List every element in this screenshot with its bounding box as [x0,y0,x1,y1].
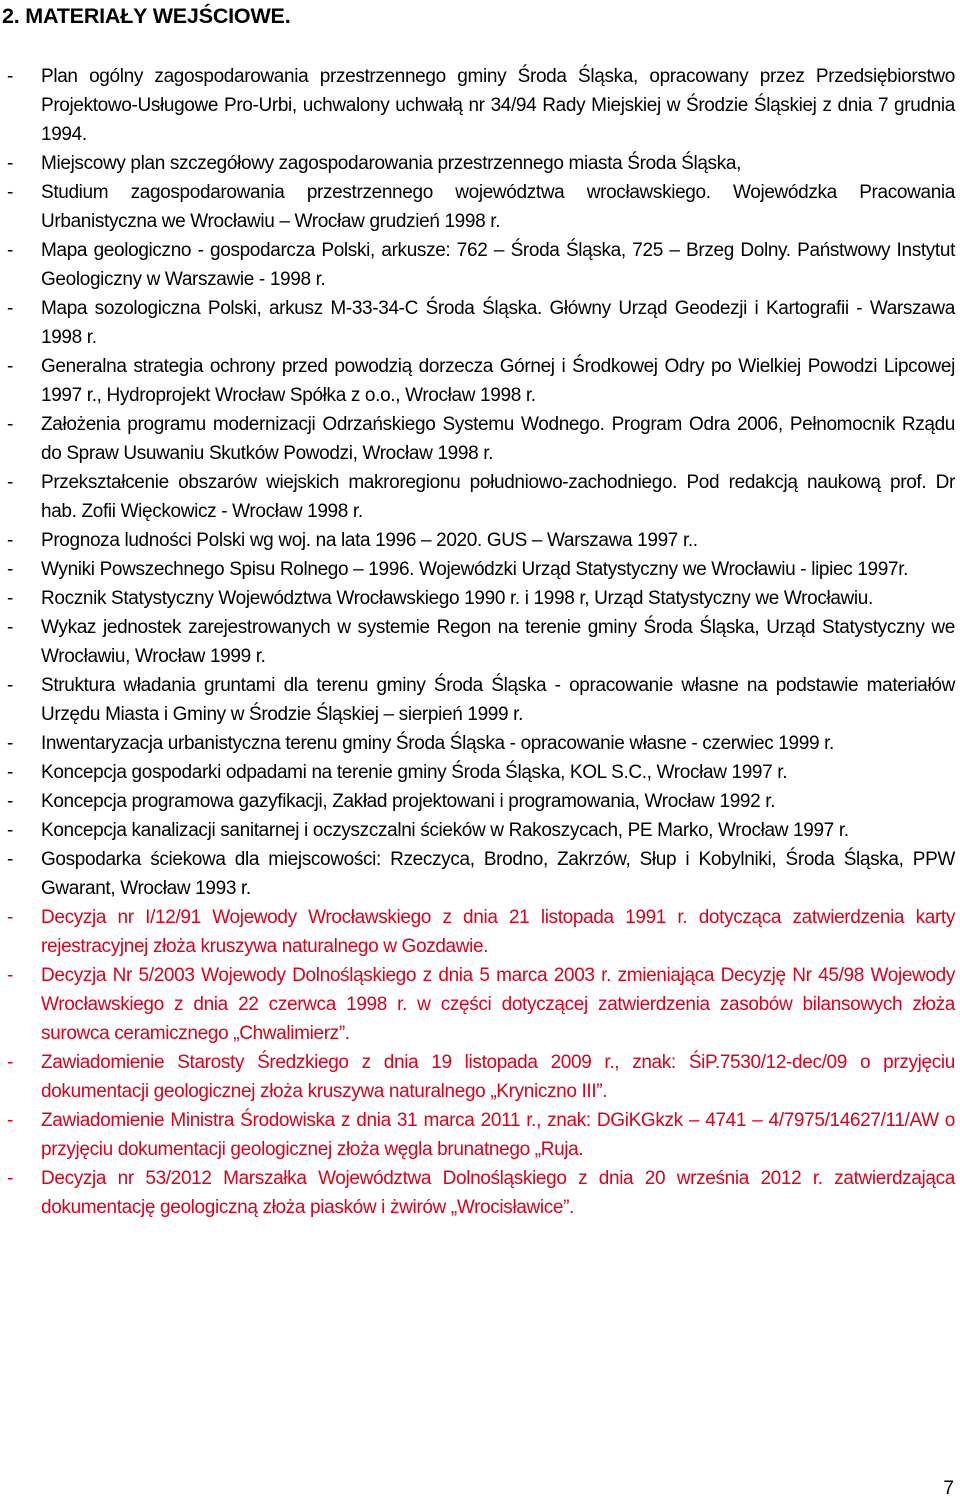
list-item-text: Mapa geologiczno - gospodarcza Polski, arkusze: 762 – Środa Śląska, 725 – Brzeg Dolny. Państwowy Instytut Geologiczny w Warszawie - 1998 r. [41,240,955,290]
list-bullet-dash: - [7,588,14,609]
list-item [0,903,960,961]
list-item [0,236,960,294]
list-item [0,178,960,236]
list-item [0,584,960,613]
list-item-text: Koncepcja kanalizacji sanitarnej i oczyszczalni ścieków w Rakoszycach, PE Marko, Wrocław 1997 r. [41,820,849,841]
section-heading: 2. MATERIAŁY WEJŚCIOWE. [2,4,291,28]
list-bullet-dash: - [7,907,14,928]
list-bullet-dash: - [7,153,14,174]
list-item [0,816,960,845]
list-item [0,62,960,149]
list-bullet-dash: - [7,530,14,551]
list-item-text: Koncepcja gospodarki odpadami na terenie gminy Środa Śląska, KOL S.C., Wrocław 1997 r. [41,762,788,783]
list-item [0,961,960,1048]
list-bullet-dash: - [7,849,14,870]
list-item-text: Plan ogólny zagospodarowania przestrzennego gminy Środa Śląska, opracowany przez Przedsiębiorstwo Projektowo-Usługowe Pro-Urbi, uchwalony uchwałą nr 34/94 Rady Miejskiej w Środzie Śląskiej z dnia 7 grudnia 1994. [41,66,955,145]
list-item [0,1048,960,1106]
list-item [0,1106,960,1164]
list-item-text: Decyzja nr 53/2012 Marszałka Województwa Dolnośląskiego z dnia 20 września 2012 r. zatwierdzająca dokumentację geologiczną złoża piasków i żwirów „Wrocisławice”. [41,1168,955,1218]
list-item-text: Generalna strategia ochrony przed powodzią dorzecza Górnej i Środkowej Odry po Wielkiej Powodzi Lipcowej 1997 r., Hydroprojekt Wrocław Spółka z o.o., Wrocław 1998 r. [41,356,955,406]
list-item [0,1164,960,1222]
list-bullet-dash: - [7,1110,14,1131]
list-bullet-dash: - [7,791,14,812]
list-item-text: Zawiadomienie Starosty Średzkiego z dnia 19 listopada 2009 r., znak: ŚiP.7530/12-dec/09 o przyjęciu dokumentacji geologicznej złoża kruszywa naturalnego „Kryniczno III”. [41,1052,955,1102]
list-item-text: Inwentaryzacja urbanistyczna terenu gminy Środa Śląska - opracowanie własne - czerwiec 1999 r. [41,733,834,754]
list-item [0,671,960,729]
list-item [0,845,960,903]
list-bullet-dash: - [7,675,14,696]
list-item-text: Zawiadomienie Ministra Środowiska z dnia 31 marca 2011 r., znak: DGiKGkzk – 4741 – 4/7975/14627/11/AW o przyjęciu dokumentacji geologicznej złoża węgla brunatnego „Ruja. [41,1110,955,1160]
list-item-text: Wyniki Powszechnego Spisu Rolnego – 1996. Wojewódzki Urząd Statystyczny we Wrocławiu - lipiec 1997r. [41,559,909,580]
list-item-text: Koncepcja programowa gazyfikacji, Zakład projektowani i programowania, Wrocław 1992 r. [41,791,776,812]
list-bullet-dash: - [7,298,14,319]
list-item [0,294,960,352]
list-item [0,410,960,468]
list-bullet-dash: - [7,414,14,435]
list-bullet-dash: - [7,472,14,493]
list-item [0,613,960,671]
list-item [0,526,960,555]
list-item-text: Wykaz jednostek zarejestrowanych w systemie Regon na terenie gminy Środa Śląska, Urząd Statystyczny we Wrocławiu, Wrocław 1999 r. [41,617,955,667]
list-item [0,555,960,584]
list-item [0,729,960,758]
list-bullet-dash: - [7,356,14,377]
list-bullet-dash: - [7,762,14,783]
list-bullet-dash: - [7,1052,14,1073]
list-bullet-dash: - [7,1168,14,1189]
list-item-text: Decyzja nr I/12/91 Wojewody Wrocławskiego z dnia 21 listopada 1991 r. dotycząca zatwierdzenia karty rejestracyjnej złoża kruszywa naturalnego w Gozdawie. [41,907,955,957]
list-bullet-dash: - [7,733,14,754]
list-bullet-dash: - [7,240,14,261]
list-bullet-dash: - [7,182,14,203]
list-item-text: Rocznik Statystyczny Województwa Wrocławskiego 1990 r. i 1998 r, Urząd Statystyczny we Wrocławiu. [41,588,873,609]
list-item-text: Studium zagospodarowania przestrzennego województwa wrocławskiego. Wojewódzka Pracowania Urbanistyczna we Wrocławiu – Wrocław grudzień 1998 r. [41,182,955,232]
list-item-text: Mapa sozologiczna Polski, arkusz M-33-34-C Środa Śląska. Główny Urząd Geodezji i Kartografii - Warszawa 1998 r. [41,298,955,348]
list-item-text: Miejscowy plan szczegółowy zagospodarowania przestrzennego miasta Środa Śląska, [41,153,742,174]
list-bullet-dash: - [7,559,14,580]
list-bullet-dash: - [7,617,14,638]
list-item-text: Założenia programu modernizacji Odrzańskiego Systemu Wodnego. Program Odra 2006, Pełnomocnik Rządu do Spraw Usuwaniu Skutków Powodzi, Wrocław 1998 r. [41,414,955,464]
list-item-text: Przekształcenie obszarów wiejskich makroregionu południowo-zachodniego. Pod redakcją naukową prof. Dr hab. Zofii Więckowicz - Wrocław 1998 r. [41,472,955,522]
list-item [0,149,960,178]
list-item [0,468,960,526]
list-item-text: Decyzja Nr 5/2003 Wojewody Dolnośląskiego z dnia 5 marca 2003 r. zmieniająca Decyzję Nr 45/98 Wojewody Wrocławskiego z dnia 22 czerwca 1998 r. w części dotyczącej zatwierdzenia zasobów bilansowych złoża surowca ceramicznego „Chwalimierz”. [41,965,955,1044]
list-bullet-dash: - [7,66,14,87]
list-bullet-dash: - [7,820,14,841]
list-item [0,787,960,816]
list-bullet-dash: - [7,965,14,986]
page-number: 7 [943,1478,954,1499]
source-materials-list [0,62,960,1222]
list-item [0,758,960,787]
list-item [0,352,960,410]
list-item-text: Prognoza ludności Polski wg woj. na lata 1996 – 2020. GUS – Warszawa 1997 r.. [41,530,698,551]
list-item-text: Gospodarka ściekowa dla miejscowości: Rzeczyca, Brodno, Zakrzów, Słup i Kobylniki, Środa Śląska, PPW Gwarant, Wrocław 1993 r. [41,849,955,899]
list-item-text: Struktura władania gruntami dla terenu gminy Środa Śląska - opracowanie własne na podstawie materiałów Urzędu Miasta i Gminy w Środzie Śląskiej – sierpień 1999 r. [41,675,955,725]
